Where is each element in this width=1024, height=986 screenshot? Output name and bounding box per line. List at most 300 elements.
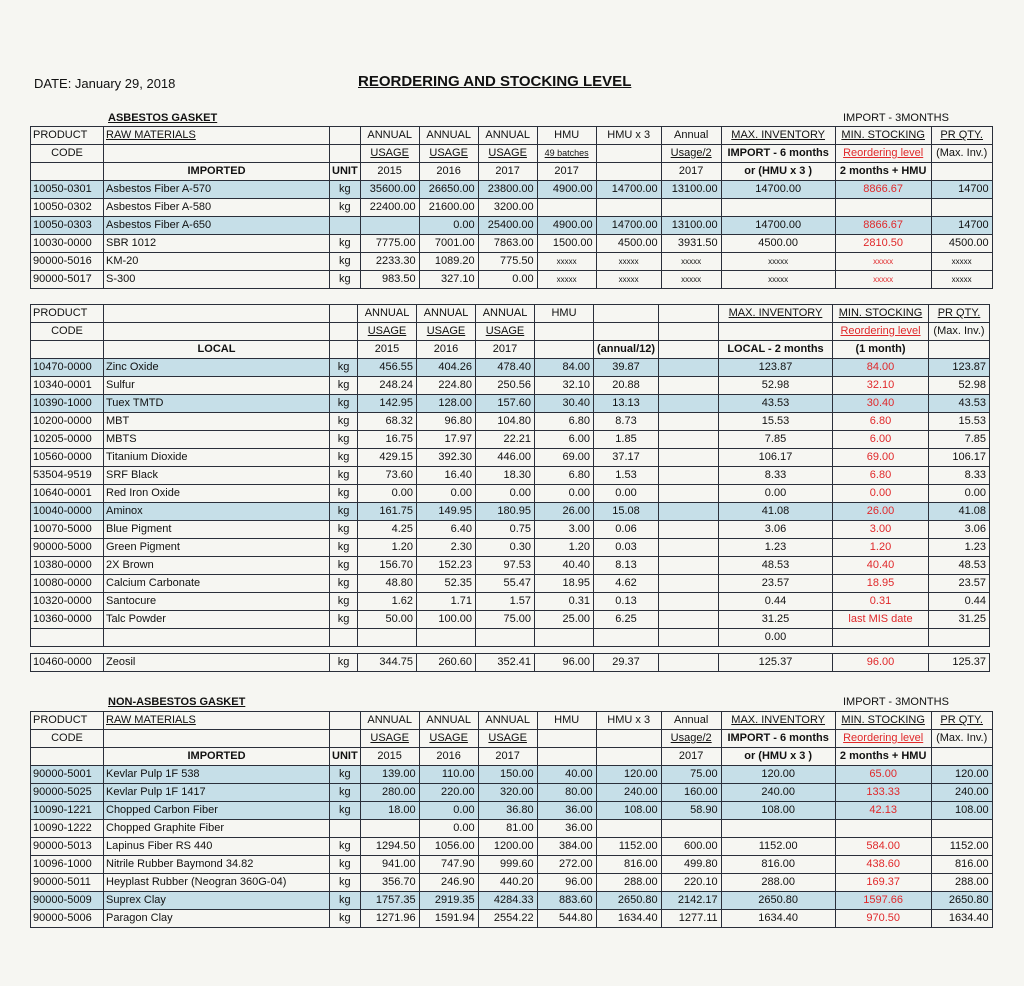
unit-cell: kg [330,181,361,199]
usage-2017-cell: 1.57 [476,593,535,611]
usage-2015-cell: 161.75 [358,503,417,521]
material-name-cell: Suprex Clay [104,892,330,910]
usage-2015-cell: 48.80 [358,575,417,593]
annual-usage-half-cell: 160.00 [661,784,721,802]
unit-cell: kg [330,802,361,820]
nonasbestos-table [30,711,993,928]
report-date: DATE: January 29, 2018 [34,76,176,91]
usage-2017-cell: 446.00 [476,449,535,467]
material-name-cell: MBT [104,413,330,431]
table-row [31,395,990,413]
material-name-cell: Sulfur [104,377,330,395]
hmu-cell: 6.00 [535,431,594,449]
material-name-cell: Kevlar Pulp 1F 1417 [104,784,330,802]
unit-cell: kg [330,395,358,413]
hdr-year: 2017 [537,163,596,181]
empty-cell [330,629,358,647]
min-stocking-cell: xxxxx [835,271,931,289]
max-inventory-cell: 120.00 [721,766,835,784]
usage-2017-cell: 81.00 [478,820,537,838]
hmu-cell: 0.31 [535,593,594,611]
usage-2016-cell: 128.00 [417,395,476,413]
unit-cell: kg [330,539,358,557]
table-row [31,629,990,647]
min-stocking-cell: 3.00 [833,521,929,539]
empty-cell [659,557,719,575]
hdr-1month: (1 month) [833,341,929,359]
product-code-cell: 10360-0000 [31,611,104,629]
hdr-annual12: (annual/12) [594,341,659,359]
annual-12-cell: 6.25 [594,611,659,629]
hmu-x3-cell: 108.00 [596,802,661,820]
usage-2015-cell: 1294.50 [360,838,419,856]
usage-2016-cell: 152.23 [417,557,476,575]
unit-cell [330,217,361,235]
empty-cell [659,485,719,503]
hmu-cell: 96.00 [537,874,596,892]
empty-cell [659,413,719,431]
material-name-cell: MBTS [104,431,330,449]
hmu-cell: 40.00 [537,766,596,784]
unit-cell: kg [330,766,361,784]
annual-12-cell: 20.88 [594,377,659,395]
annual-usage-half-cell: 2142.17 [661,892,721,910]
empty-cell [659,629,719,647]
min-stocking-cell: 26.00 [833,503,929,521]
pr-qty-cell: 1634.40 [931,910,992,928]
min-stocking-cell: 438.60 [835,856,931,874]
hmu-cell: 0.00 [535,485,594,503]
hdr-batches: 49 batches [544,148,589,158]
min-stocking-cell: 6.80 [833,467,929,485]
table-row [31,820,993,838]
product-code-cell: 90000-5013 [31,838,104,856]
empty-cell [659,503,719,521]
min-stocking-cell: 8866.67 [835,217,931,235]
annual-usage-half-cell: 13100.00 [661,181,721,199]
product-code-cell: 10080-0000 [31,575,104,593]
max-inventory-cell: 1634.40 [721,910,835,928]
usage-2016-cell: 2.30 [417,539,476,557]
usage-2017-cell: 0.00 [478,271,537,289]
annual-usage-half-cell: 13100.00 [661,217,721,235]
hdr-year: 2017 [661,748,721,766]
material-name-cell: Asbestos Fiber A-570 [104,181,330,199]
annual-usage-half-cell [661,199,721,217]
hmu-cell: 3.00 [535,521,594,539]
product-code-cell: 10030-0000 [31,235,104,253]
min-stocking-cell: 18.95 [833,575,929,593]
product-code-cell: 10050-0301 [31,181,104,199]
hdr-2months-hmu: 2 months + HMU [835,748,931,766]
section-title-asbestos: ASBESTOS GASKET [108,112,218,124]
usage-2015-cell: 1.20 [358,539,417,557]
hdr-max-inv: (Max. Inv.) [929,323,990,341]
hmu-x3-cell: 14700.00 [596,181,661,199]
import-label-asbestos: IMPORT - 3MONTHS [843,112,949,124]
min-stocking-cell: 169.37 [835,874,931,892]
annual-12-cell: 0.00 [594,485,659,503]
table-row [31,892,993,910]
hdr-usage: USAGE [367,325,407,337]
hdr-code: CODE [31,145,104,163]
usage-2015-cell: 280.00 [360,784,419,802]
empty-cell [476,629,535,647]
usage-2015-cell: 248.24 [358,377,417,395]
min-stocking-cell: 96.00 [833,654,929,672]
usage-2016-cell: 7001.00 [419,235,478,253]
product-code-cell: 10090-1221 [31,802,104,820]
usage-2017-cell: 180.95 [476,503,535,521]
pr-qty-cell: 288.00 [931,874,992,892]
hdr-hmu: HMU [537,712,596,730]
min-stocking-cell [835,199,931,217]
hdr-max-inv: (Max. Inv.) [931,145,992,163]
table-row [31,217,993,235]
unit-cell: kg [330,413,358,431]
product-code-cell: 10380-0000 [31,557,104,575]
hdr-unit: UNIT [330,748,361,766]
hdr-annual: ANNUAL [360,712,419,730]
annual-12-cell: 4.62 [594,575,659,593]
table-row [31,838,993,856]
usage-2015-cell: 1271.96 [360,910,419,928]
hmu-cell: 6.80 [535,413,594,431]
unit-cell: kg [330,593,358,611]
hdr-usage: USAGE [370,147,409,159]
usage-2016-cell: 96.80 [417,413,476,431]
unit-cell: kg [330,575,358,593]
usage-2015-cell: 16.75 [358,431,417,449]
usage-2017-cell: 352.41 [476,654,535,672]
max-inventory-cell: 2650.80 [721,892,835,910]
hmu-x3-cell: 120.00 [596,766,661,784]
hdr-pr-qty: PR QTY. [940,714,983,726]
usage-2017-cell: 23800.00 [478,181,537,199]
empty-cell [535,629,594,647]
annual-usage-half-cell: 58.90 [661,802,721,820]
annual-usage-half-cell: 3931.50 [661,235,721,253]
usage-2015-cell: 344.75 [358,654,417,672]
hmu-cell: 6.80 [535,467,594,485]
hdr-min-stocking: MIN. STOCKING [841,714,925,726]
usage-2015-cell: 1757.35 [360,892,419,910]
hdr-annual: ANNUAL [478,712,537,730]
table-row [31,654,990,672]
hdr-year: 2017 [478,163,537,181]
product-code-cell: 90000-5006 [31,910,104,928]
usage-2016-cell: 246.90 [419,874,478,892]
product-code-cell: 10460-0000 [31,654,104,672]
min-stocking-cell: 6.00 [833,431,929,449]
annual-usage-half-cell: 220.10 [661,874,721,892]
unit-cell: kg [330,503,358,521]
empty-cell [594,629,659,647]
usage-2015-cell [360,217,419,235]
max-inventory-cell: 7.85 [719,431,833,449]
min-stocking-cell: 40.40 [833,557,929,575]
pr-qty-cell: 4500.00 [931,235,992,253]
table-row [31,181,993,199]
hdr-min-stocking: MIN. STOCKING [838,307,923,319]
table-row [31,856,993,874]
table-row [31,593,990,611]
pr-qty-cell: 15.53 [929,413,990,431]
hmu-cell: 1500.00 [537,235,596,253]
unit-cell: kg [330,784,361,802]
hdr-usage: USAGE [429,147,468,159]
hdr-import-6months: IMPORT - 6 months [721,145,835,163]
material-name-cell: Asbestos Fiber A-650 [104,217,330,235]
usage-2015-cell [360,820,419,838]
hdr-usage2: Usage/2 [670,147,712,159]
min-stocking-cell: 84.00 [833,359,929,377]
usage-2015-cell: 941.00 [360,856,419,874]
usage-2015-cell: 0.00 [358,485,417,503]
material-name-cell: 2X Brown [104,557,330,575]
max-inventory-cell: 816.00 [721,856,835,874]
usage-2015-cell: 35600.00 [360,181,419,199]
min-stocking-cell: 584.00 [835,838,931,856]
usage-2017-cell: 440.20 [478,874,537,892]
hmu-x3-cell: 4500.00 [596,235,661,253]
table-row [31,235,993,253]
usage-2017-cell: 1200.00 [478,838,537,856]
empty-cell [659,395,719,413]
unit-cell: kg [330,253,361,271]
annual-12-cell: 0.13 [594,593,659,611]
pr-qty-cell: xxxxx [931,271,992,289]
product-code-cell: 10040-0000 [31,503,104,521]
usage-2017-cell: 157.60 [476,395,535,413]
usage-2017-cell: 97.53 [476,557,535,575]
table-row [31,413,990,431]
hdr-raw-materials: RAW MATERIALS [106,714,196,726]
product-code-cell: 90000-5009 [31,892,104,910]
unit-cell: kg [330,199,361,217]
usage-2015-cell: 429.15 [358,449,417,467]
empty-cell [659,654,719,672]
annual-usage-half-cell: 600.00 [661,838,721,856]
annual-12-cell: 39.87 [594,359,659,377]
hdr-year: 2016 [419,163,478,181]
table-row [31,557,990,575]
hdr-usage: USAGE [429,732,468,744]
product-code-cell: 90000-5016 [31,253,104,271]
hmu-cell: 544.80 [537,910,596,928]
unit-cell: kg [330,838,361,856]
table-row [31,575,990,593]
annual-usage-half-cell: 499.80 [661,856,721,874]
hdr-product: PRODUCT [31,712,104,730]
max-inventory-cell: 14700.00 [721,217,835,235]
empty-cell [833,629,929,647]
annual-12-cell: 29.37 [594,654,659,672]
min-stocking-cell: 65.00 [835,766,931,784]
table-row [31,431,990,449]
material-name-cell: Calcium Carbonate [104,575,330,593]
hdr-import-6months: IMPORT - 6 months [721,730,835,748]
unit-cell: kg [330,271,361,289]
annual-12-cell: 8.13 [594,557,659,575]
max-inventory-cell [721,199,835,217]
pr-qty-cell: 1.23 [929,539,990,557]
pr-qty-cell: 8.33 [929,467,990,485]
product-code-cell: 10096-1000 [31,856,104,874]
min-stocking-cell: 0.31 [833,593,929,611]
pr-qty-cell [931,199,992,217]
product-code-cell: 10470-0000 [31,359,104,377]
hmu-cell: 84.00 [535,359,594,377]
usage-2016-cell: 149.95 [417,503,476,521]
usage-2016-cell: 21600.00 [419,199,478,217]
material-name-cell: Titanium Dioxide [104,449,330,467]
annual-12-cell: 13.13 [594,395,659,413]
table-row [31,521,990,539]
hdr-annual: ANNUAL [417,305,476,323]
usage-2016-cell: 392.30 [417,449,476,467]
hmu-x3-cell: 240.00 [596,784,661,802]
usage-2015-cell: 139.00 [360,766,419,784]
hdr-hmu: HMU [535,305,594,323]
local-table [30,304,990,672]
max-inventory-cell: 3.06 [719,521,833,539]
hdr-min-stocking: MIN. STOCKING [841,129,925,141]
annual-12-cell: 0.03 [594,539,659,557]
table-row [31,539,990,557]
table-row [31,802,993,820]
pr-qty-cell: 3.06 [929,521,990,539]
pr-qty-cell: 31.25 [929,611,990,629]
empty-cell [659,377,719,395]
unit-cell [330,820,361,838]
hdr-year: 2017 [476,341,535,359]
hdr-usage: USAGE [488,732,527,744]
unit-cell: kg [330,359,358,377]
usage-2015-cell: 142.95 [358,395,417,413]
pr-qty-cell: 43.53 [929,395,990,413]
usage-2016-cell: 1089.20 [419,253,478,271]
usage-2016-cell: 16.40 [417,467,476,485]
hmu-cell: 30.40 [535,395,594,413]
hdr-reordering-level: Reordering level [843,732,924,744]
table-row [31,784,993,802]
hdr-annual: ANNUAL [419,712,478,730]
spacer-cell [31,647,990,654]
material-name-cell: Talc Powder [104,611,330,629]
usage-2015-cell: 50.00 [358,611,417,629]
product-code-cell: 10070-5000 [31,521,104,539]
material-name-cell: Aminox [104,503,330,521]
material-name-cell: Asbestos Fiber A-580 [104,199,330,217]
annual-usage-half-cell: xxxxx [661,253,721,271]
usage-2017-cell: 250.56 [476,377,535,395]
hdr-raw-materials: RAW MATERIALS [106,129,196,141]
table-row [31,485,990,503]
unit-cell: kg [330,235,361,253]
unit-cell: kg [330,892,361,910]
pr-qty-cell: 14700 [931,217,992,235]
max-inventory-cell: 15.53 [719,413,833,431]
pr-qty-cell: 108.00 [931,802,992,820]
min-stocking-cell: 1597.66 [835,892,931,910]
hdr-code: CODE [31,730,104,748]
hdr-year: 2016 [417,341,476,359]
min-stocking-cell: 133.33 [835,784,931,802]
hdr-annual: ANNUAL [358,305,417,323]
annual-usage-half-cell: 75.00 [661,766,721,784]
max-inventory-cell: 106.17 [719,449,833,467]
annual-usage-half-cell: 1277.11 [661,910,721,928]
usage-2015-cell: 18.00 [360,802,419,820]
empty-cell [659,575,719,593]
material-name-cell: Blue Pigment [104,521,330,539]
hdr-year: 2015 [360,748,419,766]
hdr-local: LOCAL [104,341,330,359]
usage-2016-cell: 100.00 [417,611,476,629]
hdr-imported: IMPORTED [104,163,330,181]
hdr-max-inventory: MAX. INVENTORY [731,714,826,726]
usage-2016-cell: 2919.35 [419,892,478,910]
unit-cell: kg [330,874,361,892]
hdr-hmux3: HMU x 3 [596,127,661,145]
product-code-cell: 90000-5001 [31,766,104,784]
material-name-cell: Chopped Graphite Fiber [104,820,330,838]
hmu-x3-cell: 1634.40 [596,910,661,928]
hdr-product: PRODUCT [31,127,104,145]
product-code-cell: 10205-0000 [31,431,104,449]
product-code-cell: 10390-1000 [31,395,104,413]
hdr-hmux3: HMU x 3 [596,712,661,730]
max-inventory-cell: 0.00 [719,629,833,647]
pr-qty-cell: 125.37 [929,654,990,672]
asbestos-table [30,126,993,289]
table-row [31,611,990,629]
max-inventory-cell [721,820,835,838]
section-title-nonasbestos: NON-ASBESTOS GASKET [108,696,246,708]
material-name-cell: Lapinus Fiber RS 440 [104,838,330,856]
product-code-cell: 10340-0001 [31,377,104,395]
annual-12-cell: 1.53 [594,467,659,485]
hdr-2months-hmu: 2 months + HMU [835,163,931,181]
max-inventory-cell: xxxxx [721,271,835,289]
usage-2017-cell: 18.30 [476,467,535,485]
usage-2016-cell: 224.80 [417,377,476,395]
usage-2016-cell: 17.97 [417,431,476,449]
hdr-reordering-level: Reordering level [840,325,921,337]
usage-2015-cell: 356.70 [360,874,419,892]
usage-2017-cell: 22.21 [476,431,535,449]
max-inventory-cell: 41.08 [719,503,833,521]
usage-2015-cell: 1.62 [358,593,417,611]
usage-2017-cell: 775.50 [478,253,537,271]
usage-2015-cell: 7775.00 [360,235,419,253]
usage-2016-cell: 404.26 [417,359,476,377]
hdr-usage: USAGE [485,325,525,337]
usage-2015-cell: 68.32 [358,413,417,431]
empty-cell [659,359,719,377]
min-stocking-cell: 69.00 [833,449,929,467]
usage-2016-cell: 1056.00 [419,838,478,856]
usage-2016-cell: 327.10 [419,271,478,289]
pr-qty-cell: 0.00 [929,485,990,503]
product-code-cell: 53504-9519 [31,467,104,485]
hdr-year: 2016 [419,748,478,766]
material-name-cell: Zinc Oxide [104,359,330,377]
pr-qty-cell: xxxxx [931,253,992,271]
hdr-annual2: Annual [661,712,721,730]
hdr-usage: USAGE [370,732,409,744]
